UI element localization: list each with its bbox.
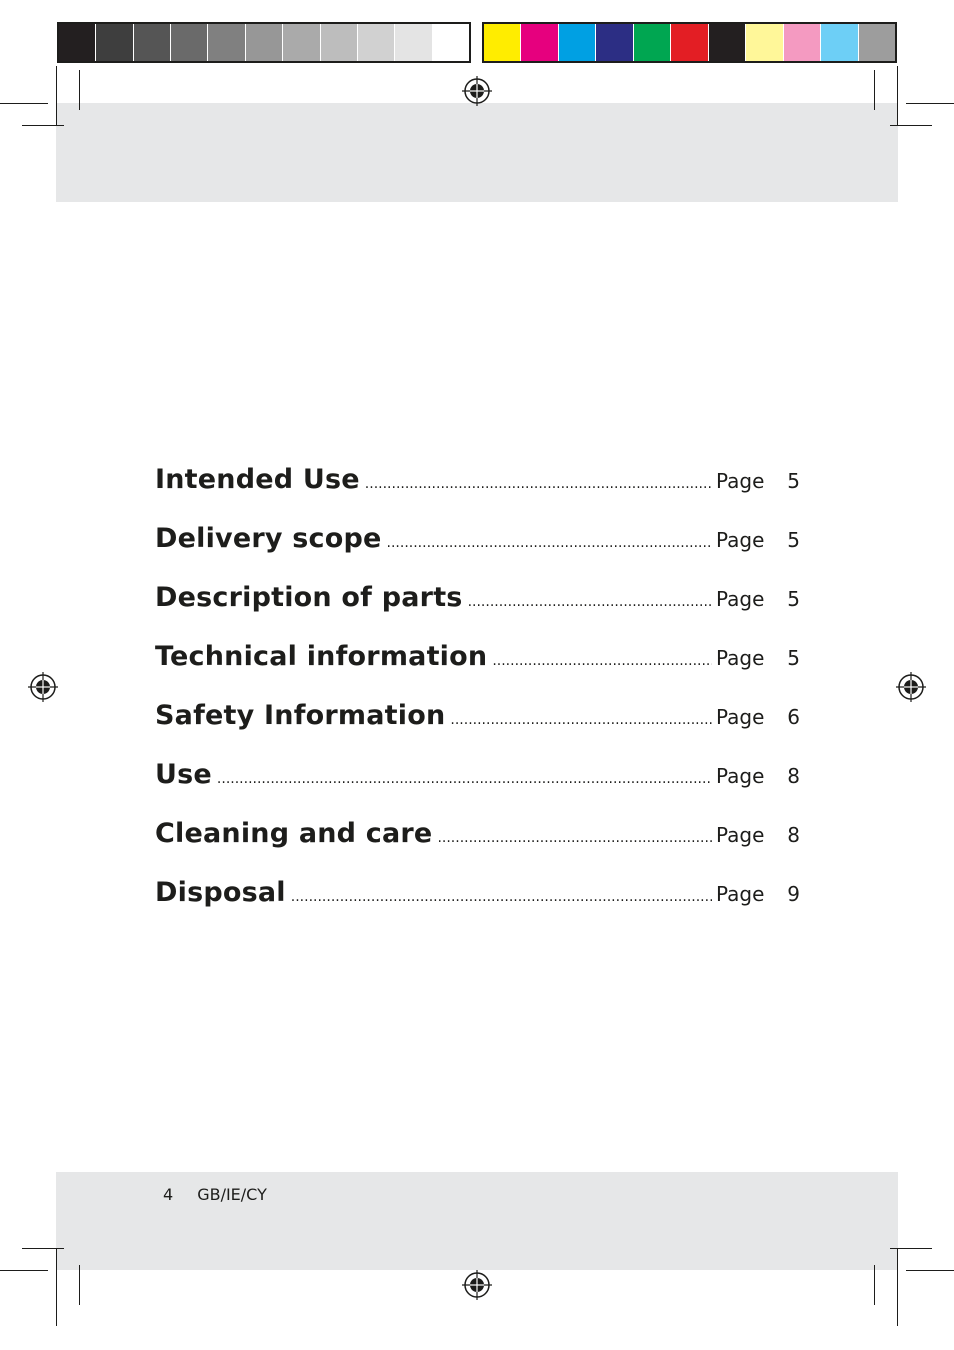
- toc-title: Delivery scope: [155, 523, 382, 554]
- toc-page-number: 8: [787, 764, 800, 788]
- toc-page-label: Page: [716, 764, 765, 788]
- color-swatch: [395, 24, 432, 61]
- crop-mark: [874, 1265, 875, 1305]
- footer-page-number: 4: [163, 1185, 174, 1204]
- table-of-contents: [155, 464, 800, 936]
- toc-leader-dots: [450, 712, 712, 728]
- toc-entry-technical-information[interactable]: [155, 641, 800, 700]
- footer-locale: GB/IE/CY: [197, 1185, 267, 1204]
- toc-leader-dots: [217, 771, 712, 787]
- toc-entry-use[interactable]: [155, 759, 800, 818]
- toc-entry-intended-use[interactable]: [155, 464, 800, 523]
- toc-page-number: 9: [787, 882, 800, 906]
- toc-entry-cleaning-and-care[interactable]: [155, 818, 800, 877]
- toc-title: Intended Use: [155, 464, 360, 495]
- color-swatch: [96, 24, 133, 61]
- toc-page-number: 5: [787, 587, 800, 611]
- toc-leader-dots: [291, 889, 712, 905]
- toc-leader-dots: [492, 653, 712, 669]
- color-swatch: [709, 24, 746, 61]
- toc-title: Description of parts: [155, 582, 463, 613]
- toc-page-number: 5: [787, 646, 800, 670]
- crop-mark: [897, 1248, 898, 1326]
- toc-page-number: 8: [787, 823, 800, 847]
- page-footer: [163, 1185, 267, 1204]
- color-swatch: [433, 24, 469, 61]
- toc-entry-safety-information[interactable]: [155, 700, 800, 759]
- registration-mark-icon: [462, 76, 492, 106]
- crop-mark: [897, 66, 898, 126]
- toc-page-label: Page: [716, 528, 765, 552]
- toc-page-label: Page: [716, 882, 765, 906]
- crop-mark: [906, 1270, 954, 1271]
- crop-mark: [79, 1265, 80, 1305]
- toc-page-number: 5: [787, 528, 800, 552]
- toc-leader-dots: [468, 594, 712, 610]
- color-swatch: [134, 24, 171, 61]
- toc-entry-delivery-scope[interactable]: [155, 523, 800, 582]
- color-swatch: [746, 24, 783, 61]
- crop-mark: [79, 70, 80, 110]
- color-swatch: [171, 24, 208, 61]
- process-color-bar: [482, 22, 897, 63]
- toc-page-label: Page: [716, 469, 765, 493]
- color-swatch: [596, 24, 633, 61]
- toc-page-number: 6: [787, 705, 800, 729]
- header-band: [56, 103, 898, 202]
- registration-mark-icon: [28, 672, 58, 702]
- color-swatch: [246, 24, 283, 61]
- color-swatch: [283, 24, 320, 61]
- color-swatch: [634, 24, 671, 61]
- crop-mark: [906, 103, 954, 104]
- toc-entry-disposal[interactable]: [155, 877, 800, 936]
- color-swatch: [821, 24, 858, 61]
- color-swatch: [208, 24, 245, 61]
- toc-leader-dots: [387, 535, 712, 551]
- toc-leader-dots: [437, 830, 712, 846]
- color-swatch: [521, 24, 558, 61]
- toc-title: Safety Information: [155, 700, 446, 731]
- color-swatch: [559, 24, 596, 61]
- grayscale-color-bar: [57, 22, 471, 63]
- crop-mark: [22, 125, 64, 126]
- color-swatch: [321, 24, 358, 61]
- toc-page-number: 5: [787, 469, 800, 493]
- crop-mark: [22, 1248, 64, 1249]
- toc-title: Cleaning and care: [155, 818, 433, 849]
- registration-mark-icon: [896, 672, 926, 702]
- toc-page-label: Page: [716, 646, 765, 670]
- crop-mark: [56, 1248, 57, 1326]
- toc-title: Disposal: [155, 877, 286, 908]
- toc-page-label: Page: [716, 705, 765, 729]
- crop-mark: [56, 66, 57, 126]
- crop-mark: [0, 103, 48, 104]
- toc-title: Use: [155, 759, 212, 790]
- color-swatch: [859, 24, 895, 61]
- registration-mark-icon: [462, 1270, 492, 1300]
- toc-title: Technical information: [155, 641, 488, 672]
- toc-entry-description-of-parts[interactable]: [155, 582, 800, 641]
- color-swatch: [671, 24, 708, 61]
- color-swatch: [784, 24, 821, 61]
- crop-mark: [874, 70, 875, 110]
- color-swatch: [484, 24, 521, 61]
- toc-page-label: Page: [716, 587, 765, 611]
- color-swatch: [358, 24, 395, 61]
- color-swatch: [59, 24, 96, 61]
- toc-page-label: Page: [716, 823, 765, 847]
- crop-mark: [0, 1270, 48, 1271]
- toc-leader-dots: [365, 476, 712, 492]
